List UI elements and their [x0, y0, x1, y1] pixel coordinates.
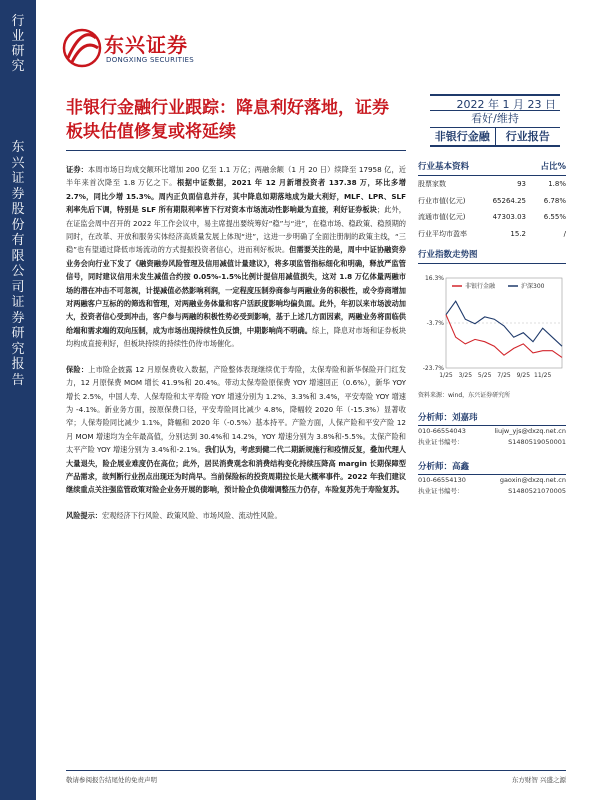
analyst-block: 分析师：刘嘉玮 010-66554043 liujw_yjs@dxzq.net.cn 执业证书编号： S1480519050001 — [418, 413, 566, 446]
analyst-name: 高鑫 — [452, 462, 470, 472]
analyst-name: 刘嘉玮 — [452, 413, 478, 423]
securities-paragraph: 证券：本周市场日均成交额环比增加 200 亿至 1.1 万亿；两融余额（1 月 20 日）续降至 17958 亿，近半年来首次降至 1.8 万亿之下。根据中证数据，2021 年 12 月新增投资者 137.38 万，环比多增 2.7%，同比少增 15.3%。周内正负面信息并存，其中降息如期落地成为最大利好，MLF、LPR、SLF 利率先后下调，特别是 SLF 所有期限利率皆下行对资本市场流动性影响最为直接，利好证券板块；此外，在证监会周中召开的 2022 年工作会议中，易主席提出要统筹好“稳”与“进”，在稳市场、稳政策、稳预期的同时，在改革、开放和服务实体经济高质量发展上体现“进”，这进一步明确了全面注册制的政策主线，“三稳”也有望通过降低市场流动的方式提振投资者信心，进而利好板块。但需要关注的是，周中中证协融资券业务会向行业下发了《融资融券风险管理及信用减值计量建议》，将多项监管指标细化和明确，释放严监管信号，同时建议信用未发生减值合约按 0.05%-1.5%比例计提信用减值损失，这对 1.8 万亿体量两融市场的潜在冲击不可忽视，计提减值必然影响利润，一定程度压制券商参与两融业务的积极性，或令券商增加对两融客户互标的的筛选和管理，对两融业务体量和客户活跃度影响均偏负面。此外，年初以来市场波动加大，投资者信心受到冲击，客户参与两融的积极性势必受到影响，基于上述几方面因素，两融业务将面临供给端和需求端的双向压制，成为市场出现持续性负反馈，中期影响尚不明确。综上，降息对市场和证券板块均构成直接利好，但板块持续的持续性仍待市场催化。 — [66, 165, 406, 349]
chart-heading: 行业指数走势图 — [418, 248, 566, 264]
series-line-csi300 — [446, 301, 562, 346]
analyst-block: 分析师：高鑫 010-66554130 gaoxin@dxzq.net.cn 执业证书编号： S1480521070005 — [418, 462, 566, 495]
x-tick-label: 3/25 — [458, 372, 473, 379]
insurance-paragraph: 保险：上市险企披露 12 月原保费收入数据，产险整体表现继续优于寿险，太保寿险和新华保险开门红发力，12 月原保费 MOM 增长 41.9%和 20.4%。带动太保寿险原保费 YOY 增速回正（0.6%），新华 YOY 增长 2.5%，中国人寿、人保寿险和太平寿险 YOY 增速分别为 1.2%、3.3%和 3.4%，平安寿险 YOY 增速为 -4.1%。新业务方面，按原保费口径，平安寿险同比减少 4.8%，降幅较 2020 年（-15.3%）显著收窄；人保寿险同比减少 1.1%，降幅和 2020 年（-0.5%）基本持平。产险方面，人保产险和平安产险 12 月 MOM 增速均为全年最高值，分别达到 30.4%和 14.2%，YOY 增速分别为 3.8%和-5.5%。太保产险和太平产险 YOY 增速分别为 3.4%和-2.1%。我们认为，考虑到健二代二期新规施行和疫情反复，叠加代理人大量退失，险企展业难度仍在高位；此外，居民消费观念和消费结构变化持续压降高 margin 长期保障型产品需求，故判断行业拐点出现还为时尚早。当前保险标的投资周期拉长是大概率事件。2022 年我们建议继续重点关注强监管政策对险企业务开展的影响，预计险企负债端调整压力仍存，车险复苏先于寿险复苏。 — [66, 364, 406, 495]
right-panel — [418, 160, 566, 497]
table-row: 流通市值(亿元) 47303.03 6.55% — [418, 213, 566, 221]
analyst-phone: 010-66554043 — [418, 427, 466, 435]
y-tick-label: 16.3% — [424, 275, 444, 282]
analyst-phone: 010-66554130 — [418, 476, 466, 484]
report-meta — [430, 94, 560, 147]
table-row: 股票家数 93 1.8% — [418, 180, 566, 188]
analyst-email: liujw_yjs@dxzq.net.cn — [494, 427, 566, 435]
x-tick-label: 7/25 — [497, 372, 511, 379]
table-row: 行业市值(亿元) 65264.25 6.78% — [418, 196, 566, 205]
legend-label: 非银行金融 — [465, 283, 496, 290]
report-date: 2022 年 1 月 23 日 — [430, 94, 560, 110]
report-title: 非银行金融行业跟踪：降息利好落地，证券板块估值修复或将延续 — [66, 98, 389, 142]
footer-slogan: 东方财智 兴盛之源 — [511, 776, 566, 784]
basic-data-table — [418, 176, 566, 242]
risk-paragraph: 风险提示：宏观经济下行风险、政策风险、市场风险、流动性风险。 — [66, 510, 282, 520]
y-tick-label: -23.7% — [422, 365, 444, 372]
y-tick-label: -3.7% — [426, 320, 444, 327]
tag-type: 行业报告 — [495, 128, 561, 145]
x-tick-label: 5/25 — [477, 372, 492, 379]
legend-label: 沪深300 — [521, 283, 545, 290]
logo-text-en: DONGXING SECURITIES — [106, 56, 195, 64]
analyst-email: gaoxin@dxzq.net.cn — [499, 476, 566, 484]
x-tick-label: 1/25 — [439, 372, 453, 379]
analyst-cert: S1480519050001 — [508, 438, 566, 446]
table-row: 行业平均市盈率 15.2 / — [418, 229, 566, 238]
sidebar-category: 行业研究 — [11, 14, 25, 74]
index-trend-chart — [418, 264, 566, 384]
report-abstract — [66, 163, 406, 534]
title-divider — [66, 150, 406, 151]
logo-mark-icon — [62, 26, 102, 72]
basic-data-heading: 行业基本资料 占比% — [418, 160, 566, 176]
disclaimer-note: 敬请参阅报告结尾处的免责声明 — [66, 776, 157, 784]
series-line-nonbank — [446, 315, 562, 358]
x-tick-label: 11/25 — [534, 372, 552, 379]
x-tick-label: 9/25 — [516, 372, 531, 379]
sidebar — [0, 0, 36, 800]
page-footer — [66, 770, 566, 784]
company-logo — [62, 26, 222, 76]
rating-badge: 看好/维持 — [430, 110, 560, 128]
report-tags — [430, 128, 560, 147]
tag-industry: 非银行金融 — [434, 130, 490, 143]
logo-text-cn: 东兴证券 — [104, 33, 188, 57]
sidebar-firm: 东兴证券股份有限公司证券研究报告 — [11, 140, 25, 388]
analyst-cert: S1480521070005 — [508, 487, 566, 495]
chart-source: 资料来源：wind，东兴证券研究所 — [418, 392, 511, 399]
